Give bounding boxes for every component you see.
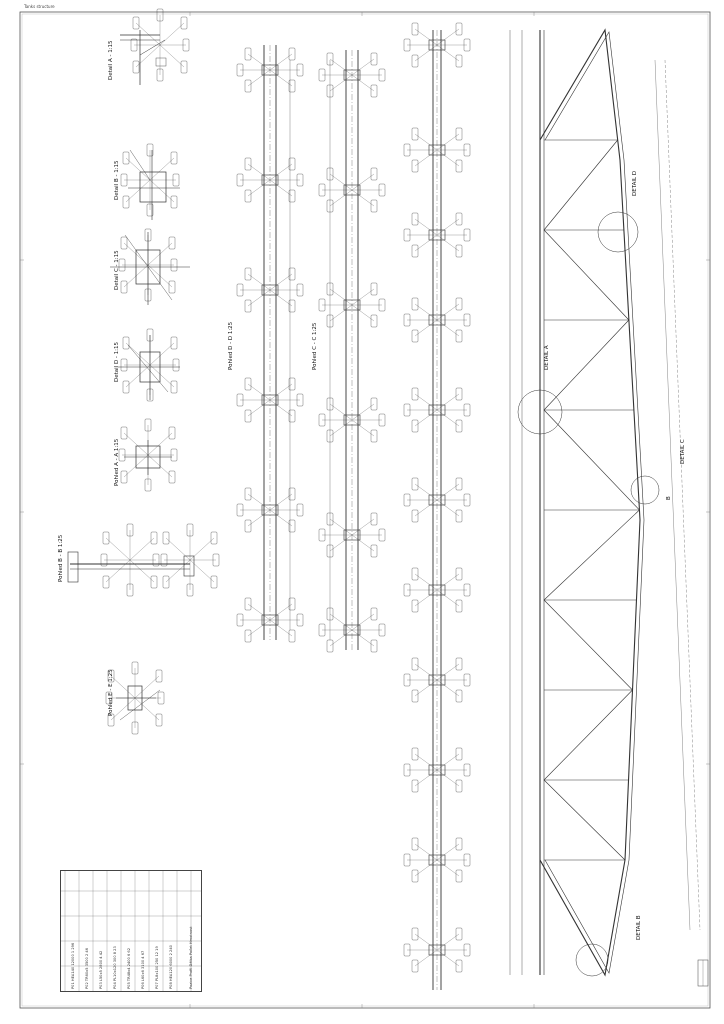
- view-title-detail-b: Detail B - 1:15: [114, 160, 120, 200]
- detail-b-drawing: [128, 150, 180, 220]
- detail-c-drawing: [110, 232, 190, 305]
- view-title-cc: Pohled C - C 1:25: [312, 322, 318, 370]
- table-row: P06 L60x6 3100 4 67: [141, 950, 145, 989]
- detail-views: [68, 9, 219, 734]
- plan-views: [237, 23, 470, 990]
- section-bb-drawing: [68, 552, 194, 582]
- table-row: P01 HEA140 12000 1 296: [71, 942, 75, 989]
- title-block: [698, 960, 708, 986]
- table-row: P03 L50x5 2800 4 42: [99, 950, 103, 989]
- section-b-marker: B: [666, 496, 672, 500]
- detail-a-drawing: [120, 30, 166, 85]
- view-title-detail-d: Detail D - 1:15: [114, 341, 120, 382]
- detail-d-drawing: [118, 335, 180, 400]
- table-row: P05 TR48x4 2400 6 62: [127, 948, 131, 989]
- view-title-section-ee: Pohled E - E 1:25: [108, 669, 114, 716]
- table-grid: [61, 871, 201, 991]
- truss-detail-a-label: DETAIL A: [544, 345, 550, 370]
- table-row: P02 TR60x5 3500 2 46: [85, 948, 89, 989]
- table-row: P07 PL8x100 250 12 19: [155, 946, 159, 989]
- view-title-detail-a: Detail A - 1:15: [108, 40, 114, 80]
- table-header: Pozice Profil Délka Počet Hmotnost: [189, 926, 193, 989]
- parts-list-table: [60, 870, 202, 992]
- view-title-section-aa: Pohled A - A 1:15: [114, 438, 120, 486]
- truss-detail-d-label: DETAIL D: [632, 170, 638, 196]
- view-title-section-bb: Pohled B - B 1:25: [58, 534, 64, 582]
- detail-view-titles: [58, 40, 120, 716]
- plan-view-titles: [228, 321, 318, 370]
- project-title: Tanks structure: [24, 4, 55, 9]
- truss-detail-labels: [544, 171, 686, 940]
- truss-detail-b-label: DETAIL B: [636, 915, 642, 940]
- view-title-detail-c: Detail C - 1:15: [114, 250, 120, 290]
- view-title-dd: Pohled D - D 1:25: [228, 321, 234, 370]
- table-row: P04 PL10x120 300 8 23: [113, 946, 117, 989]
- truss-detail-c-label: DETAIL C: [680, 439, 686, 464]
- table-row: P08 HEA120 6000 2 240: [169, 945, 173, 989]
- truss-elevation: [510, 30, 700, 976]
